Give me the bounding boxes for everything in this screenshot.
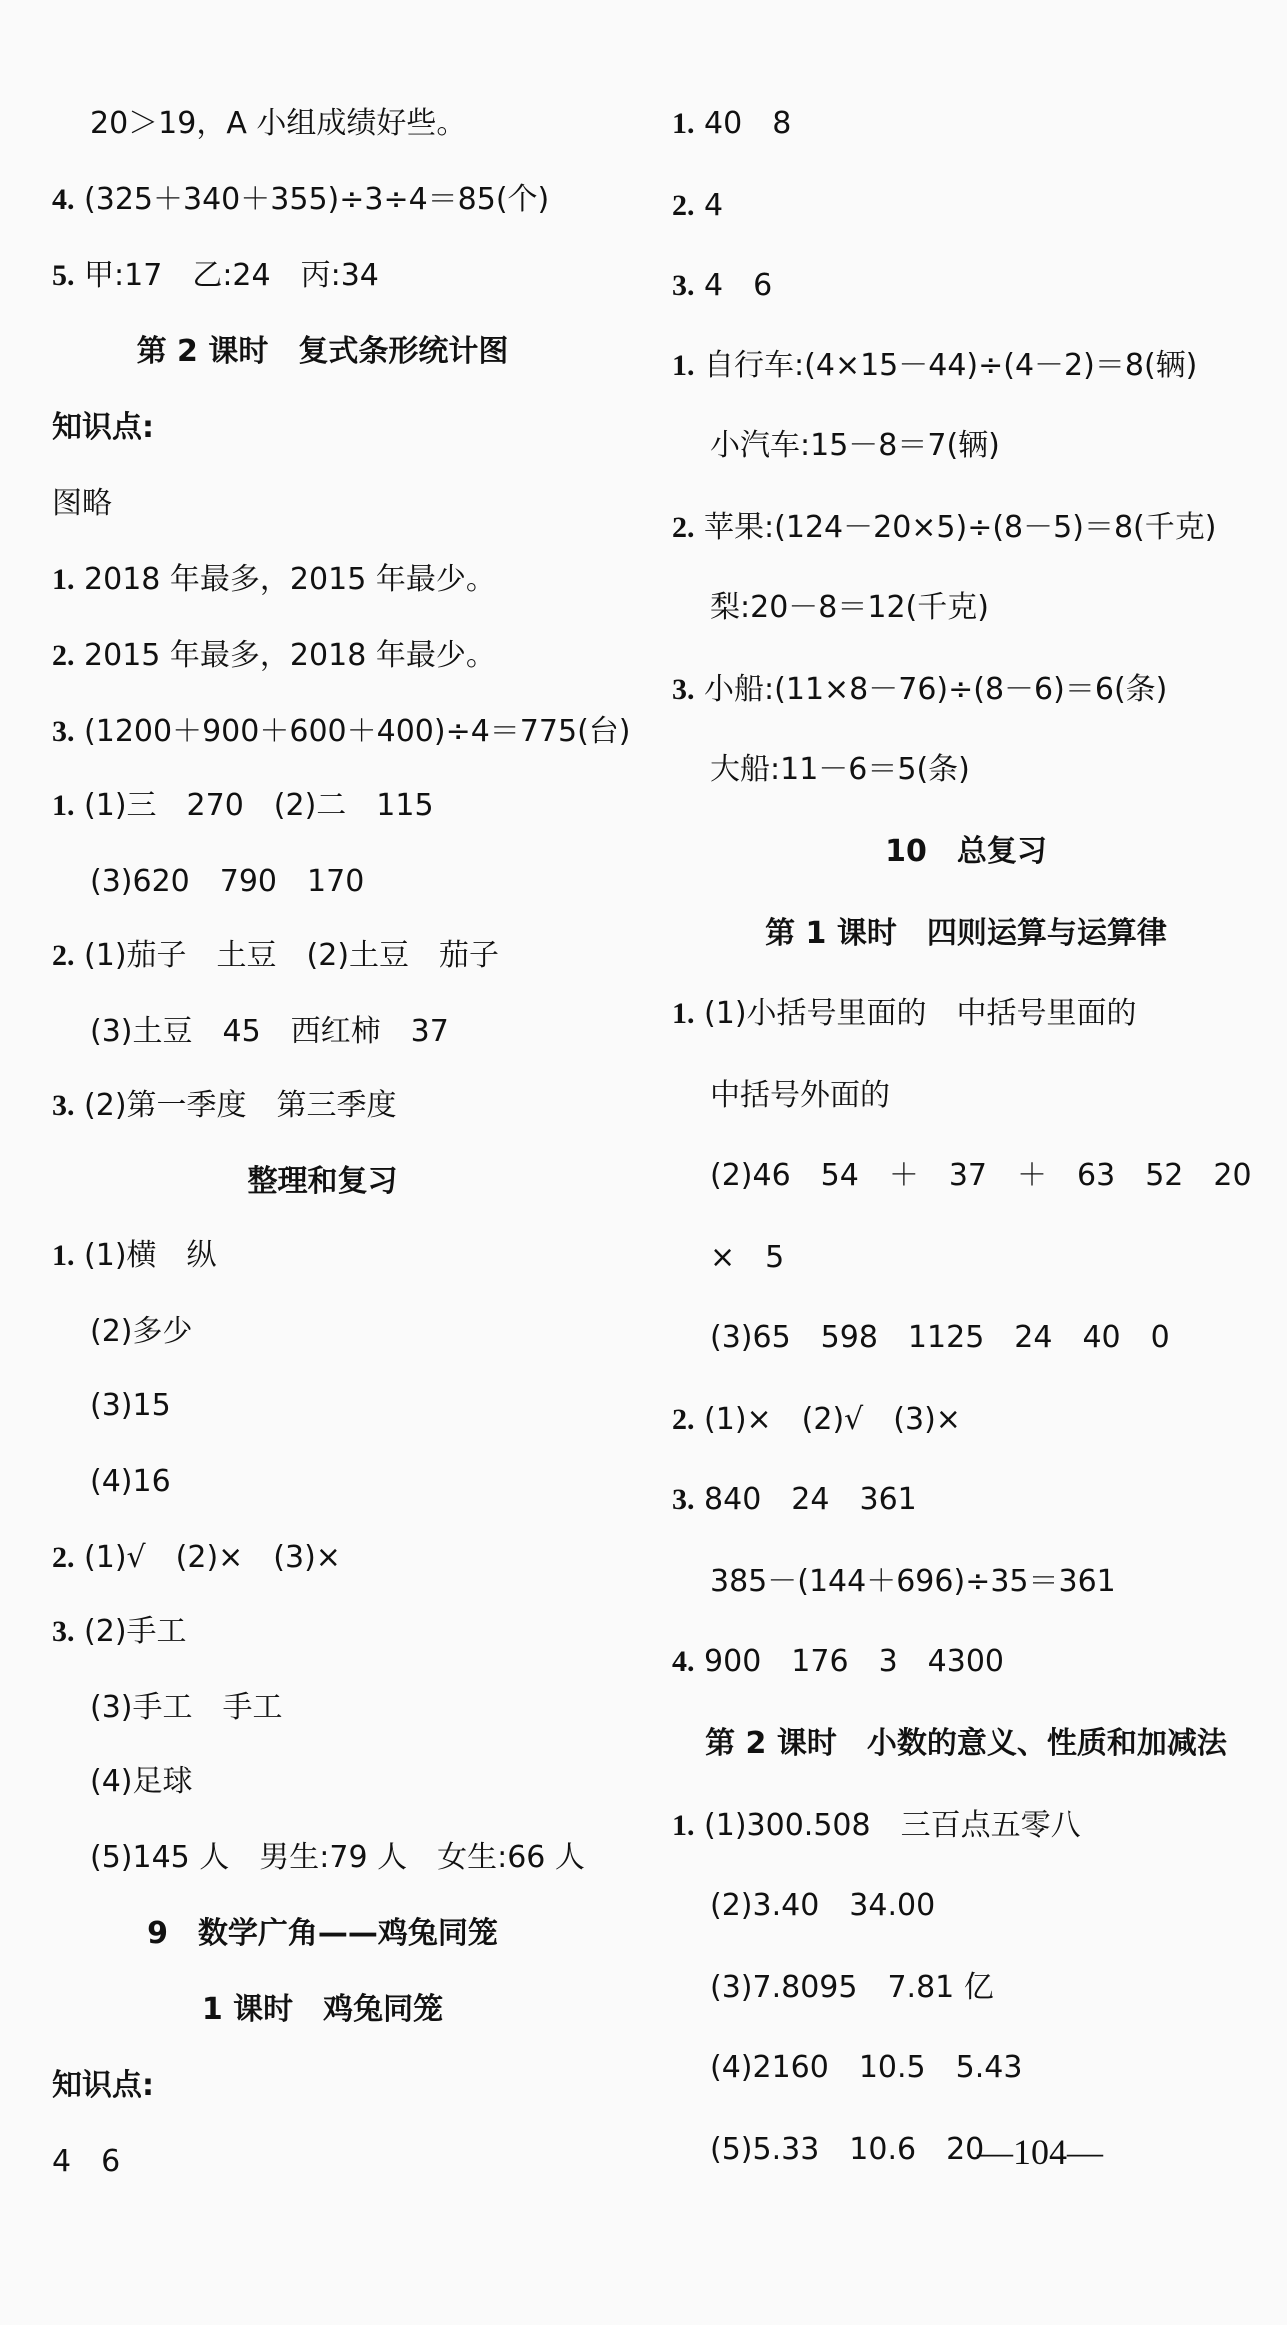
chapter-heading: 9 数学广角——鸡兔同笼 bbox=[147, 1916, 498, 1951]
text-line: 3. 840 24 361 bbox=[672, 1482, 917, 1517]
text-line: 1. (1)300.508 三百点五零八 bbox=[672, 1808, 1081, 1843]
text-line: (2)多少 bbox=[90, 1314, 193, 1349]
text-line: (4)足球 bbox=[90, 1764, 193, 1799]
text-line: 3. (2)第一季度 第三季度 bbox=[52, 1088, 397, 1123]
text-line: (5)145 人 男生:79 人 女生:66 人 bbox=[90, 1840, 585, 1875]
text-line: 2. 4 bbox=[672, 188, 724, 223]
text-line: (4)2160 10.5 5.43 bbox=[710, 2050, 1023, 2085]
section-heading: 整理和复习 bbox=[247, 1164, 398, 1199]
text-line: 2. 苹果:(124－20×5)÷(8－5)＝8(千克) bbox=[672, 510, 1217, 545]
text-line: 大船:11－6＝5(条) bbox=[710, 752, 970, 787]
text-line: (3)620 790 170 bbox=[90, 864, 365, 899]
text-line: 3. 小船:(11×8－76)÷(8－6)＝6(条) bbox=[672, 672, 1168, 707]
text-line: 1. 自行车:(4×15－44)÷(4－2)＝8(辆) bbox=[672, 348, 1198, 383]
text-line: 4. (325＋340＋355)÷3÷4＝85(个) bbox=[52, 182, 550, 217]
text-line: (4)16 bbox=[90, 1464, 171, 1499]
text-line: 20＞19，A 小组成绩好些。 bbox=[90, 106, 467, 141]
text-line: 中括号外面的 bbox=[710, 1078, 890, 1113]
text-line: 2. 2015 年最多，2018 年最少。 bbox=[52, 638, 496, 673]
text-line: 图略 bbox=[52, 486, 112, 521]
text-line: 1. 40 8 bbox=[672, 106, 792, 141]
text-line: 385－(144＋696)÷35＝361 bbox=[710, 1564, 1116, 1599]
text-line: 2. (1)× (2)√ (3)× bbox=[672, 1402, 961, 1437]
subheading: 知识点: bbox=[52, 2068, 154, 2103]
section-heading: 第 1 课时 四则运算与运算律 bbox=[765, 916, 1167, 951]
section-heading: 1 课时 鸡兔同笼 bbox=[201, 1992, 444, 2027]
subheading: 知识点: bbox=[52, 410, 154, 445]
page-number: —104— bbox=[977, 2132, 1103, 2172]
text-line: (3)土豆 45 西红柿 37 bbox=[90, 1014, 449, 1049]
text-line: 4. 900 176 3 4300 bbox=[672, 1644, 1005, 1679]
chapter-heading: 10 总复习 bbox=[885, 834, 1047, 869]
text-line: × 5 bbox=[710, 1240, 785, 1275]
section-heading: 第 2 课时 小数的意义、性质和加减法 bbox=[705, 1726, 1227, 1761]
text-line: (3)手工 手工 bbox=[90, 1690, 283, 1725]
section-heading: 第 2 课时 复式条形统计图 bbox=[136, 334, 509, 369]
text-line: (3)15 bbox=[90, 1388, 171, 1423]
text-line: (5)5.33 10.6 20 bbox=[710, 2132, 985, 2167]
text-line: 5. 甲:17 乙:24 丙:34 bbox=[52, 258, 379, 293]
text-line: 小汽车:15－8＝7(辆) bbox=[710, 428, 1000, 463]
text-line: 3. (2)手工 bbox=[52, 1614, 187, 1649]
text-line: 4 6 bbox=[52, 2144, 121, 2179]
text-line: 1. (1)小括号里面的 中括号里面的 bbox=[672, 996, 1137, 1031]
text-line: 1. (1)横 纵 bbox=[52, 1238, 217, 1273]
text-line: (2)46 54 ＋ 37 ＋ 63 52 20 bbox=[710, 1158, 1252, 1193]
text-line: (3)65 598 1125 24 40 0 bbox=[710, 1320, 1170, 1355]
text-line: 1. 2018 年最多，2015 年最少。 bbox=[52, 562, 496, 597]
text-line: 2. (1)√ (2)× (3)× bbox=[52, 1540, 341, 1575]
text-line: 1. (1)三 270 (2)二 115 bbox=[52, 788, 434, 823]
text-line: (3)7.8095 7.81 亿 bbox=[710, 1970, 994, 2005]
text-line: 梨:20－8＝12(千克) bbox=[710, 590, 989, 625]
text-line: 2. (1)茄子 土豆 (2)土豆 茄子 bbox=[52, 938, 500, 973]
text-line: 3. 4 6 bbox=[672, 268, 773, 303]
text-line: 3. (1200＋900＋600＋400)÷4＝775(台) bbox=[52, 714, 631, 749]
text-line: (2)3.40 34.00 bbox=[710, 1888, 936, 1923]
